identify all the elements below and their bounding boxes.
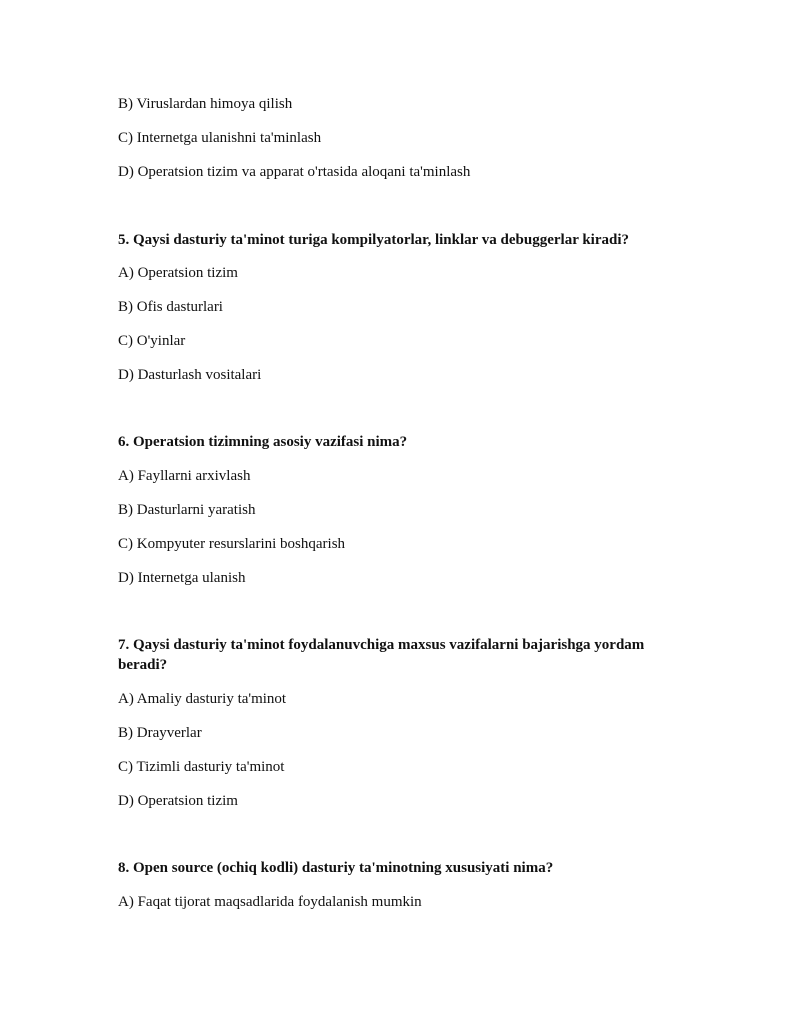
q8-question: 8. Open source (ochiq kodli) dasturiy ta'minotning xususiyati nima? bbox=[118, 860, 554, 876]
q6-option-a: A) Fayllarni arxivlash bbox=[118, 468, 251, 484]
q7-question-line2: beradi? bbox=[118, 657, 168, 673]
q6-option-d: D) Internetga ulanish bbox=[118, 570, 246, 586]
q7-option-a: A) Amaliy dasturiy ta'minot bbox=[118, 691, 287, 707]
q6-option-b: B) Dasturlarni yaratish bbox=[118, 502, 256, 518]
q6-option-c: C) Kompyuter resurslarini boshqarish bbox=[118, 536, 346, 552]
q7-option-d: D) Operatsion tizim bbox=[118, 793, 238, 809]
q7-option-c: C) Tizimli dasturiy ta'minot bbox=[118, 759, 285, 775]
q4-option-d: D) Operatsion tizim va apparat o'rtasida aloqani ta'minlash bbox=[118, 164, 471, 180]
q7-option-b: B) Drayverlar bbox=[118, 725, 202, 741]
q8-option-a: A) Faqat tijorat maqsadlarida foydalanish mumkin bbox=[118, 894, 422, 910]
q5-option-a: A) Operatsion tizim bbox=[118, 265, 238, 281]
q4-option-b: B) Viruslardan himoya qilish bbox=[118, 96, 293, 112]
q5-question: 5. Qaysi dasturiy ta'minot turiga kompilyatorlar, linklar va debuggerlar kiradi? bbox=[118, 232, 630, 248]
q5-option-d: D) Dasturlash vositalari bbox=[118, 367, 262, 383]
q5-option-c: C) O'yinlar bbox=[118, 333, 186, 349]
q6-question: 6. Operatsion tizimning asosiy vazifasi nima? bbox=[118, 434, 408, 450]
q4-option-c: C) Internetga ulanishni ta'minlash bbox=[118, 130, 322, 146]
q7-question-line1: 7. Qaysi dasturiy ta'minot foydalanuvchiga maxsus vazifalarni bajarishga yordam bbox=[118, 637, 645, 653]
q5-option-b: B) Ofis dasturlari bbox=[118, 299, 223, 315]
